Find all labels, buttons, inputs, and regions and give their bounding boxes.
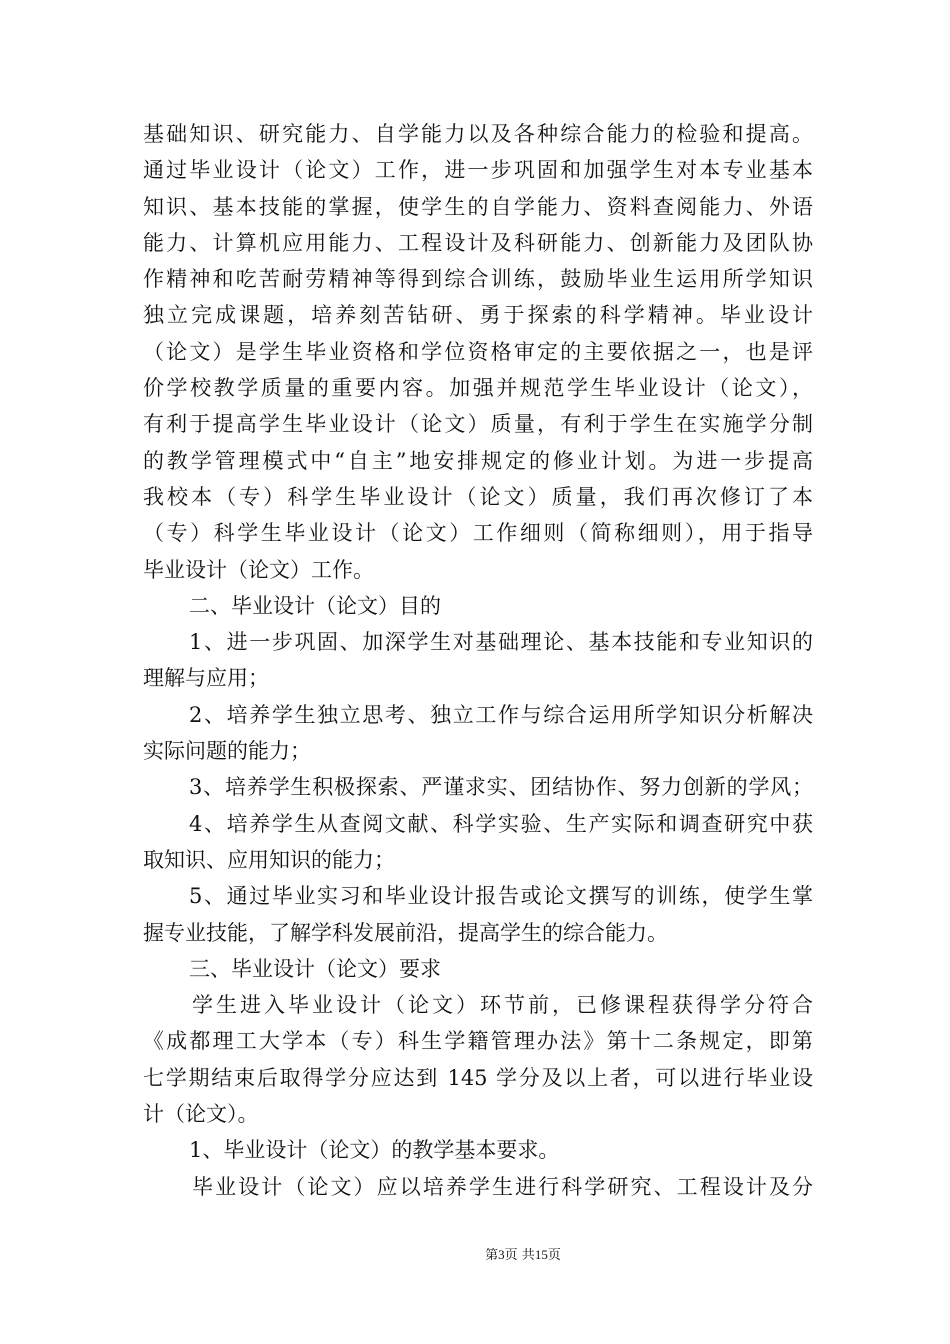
page-footer	[0, 1246, 950, 1265]
footer-total-pages: 15	[534, 1247, 548, 1262]
text-line: 七学期结束后取得学分应达到 145 学分及以上者，可以进行毕业设	[143, 1065, 813, 1090]
subsection-heading: 1、毕业设计（论文）的教学基本要求。	[189, 1138, 560, 1163]
text-line: 《成都理工大学本（专）科生学籍管理办法》第十二条规定，即第	[143, 1029, 813, 1054]
text-line: 实际问题的能力；	[143, 739, 311, 764]
list-item: 1、进一步巩固、加深学生对基础理论、基本技能和专业知识的	[189, 630, 813, 655]
list-item: 5、通过毕业实习和毕业设计报告或论文撰写的训练，使学生掌	[189, 884, 813, 909]
text-line: 计（论文）。	[143, 1102, 259, 1127]
footer-page-number: 3	[498, 1247, 505, 1262]
paragraph-start: 学生进入毕业设计（论文）环节前，已修课程获得学分符合	[192, 993, 813, 1018]
text-line: 我校本（专）科学生毕业设计（论文）质量，我们再次修订了本	[143, 484, 813, 509]
text-line: 独立完成课题，培养刻苦钻研、勇于探索的科学精神。毕业设计	[143, 303, 813, 328]
text-line: 能力、计算机应用能力、工程设计及科研能力、创新能力及团队协	[143, 230, 813, 255]
list-item: 4、培养学生从查阅文献、科学实验、生产实际和调查研究中获	[189, 811, 813, 836]
text-line: 握专业技能，了解学科发展前沿，提高学生的综合能力。	[143, 920, 668, 945]
list-item: 3、培养学生积极探索、严谨求实、团结协作、努力创新的学风；	[189, 775, 813, 800]
text-line: 基础知识、研究能力、自学能力以及各种综合能力的检验和提高。	[143, 122, 813, 146]
text-line: （论文）是学生毕业资格和学位资格审定的主要依据之一，也是评	[143, 339, 813, 364]
footer-suffix: 页	[547, 1248, 561, 1263]
list-item: 2、培养学生独立思考、独立工作与综合运用所学知识分析解决	[189, 702, 813, 727]
text-line: 通过毕业设计（论文）工作，进一步巩固和加强学生对本专业基本	[143, 158, 813, 183]
text-line: 作精神和吃苦耐劳精神等得到综合训练，鼓励毕业生运用所学知识	[143, 267, 813, 292]
text-line: 取知识、应用知识的能力；	[143, 847, 395, 872]
section-heading: 二、毕业设计（论文）目的	[189, 593, 441, 618]
text-line: 毕业设计（论文）工作。	[143, 557, 374, 582]
text-line: 的教学管理模式中“自主”地安排规定的修业计划。为进一步提高	[143, 448, 813, 473]
text-line: （专）科学生毕业设计（论文）工作细则（简称细则），用于指导	[143, 521, 813, 546]
document-body	[143, 116, 813, 1205]
text-line: 理解与应用；	[143, 666, 269, 691]
section-heading: 三、毕业设计（论文）要求	[189, 956, 441, 981]
text-line: 有利于提高学生毕业设计（论文）质量，有利于学生在实施学分制	[143, 412, 813, 437]
text-line: 价学校教学质量的重要内容。加强并规范学生毕业设计（论文），	[143, 376, 813, 401]
footer-middle: 页 共	[504, 1248, 535, 1263]
paragraph-start: 毕业设计（论文）应以培养学生进行科学研究、工程设计及分	[192, 1174, 813, 1199]
text-line: 知识、基本技能的掌握，使学生的自学能力、资料查阅能力、外语	[143, 194, 813, 219]
footer-prefix: 第	[485, 1248, 499, 1263]
